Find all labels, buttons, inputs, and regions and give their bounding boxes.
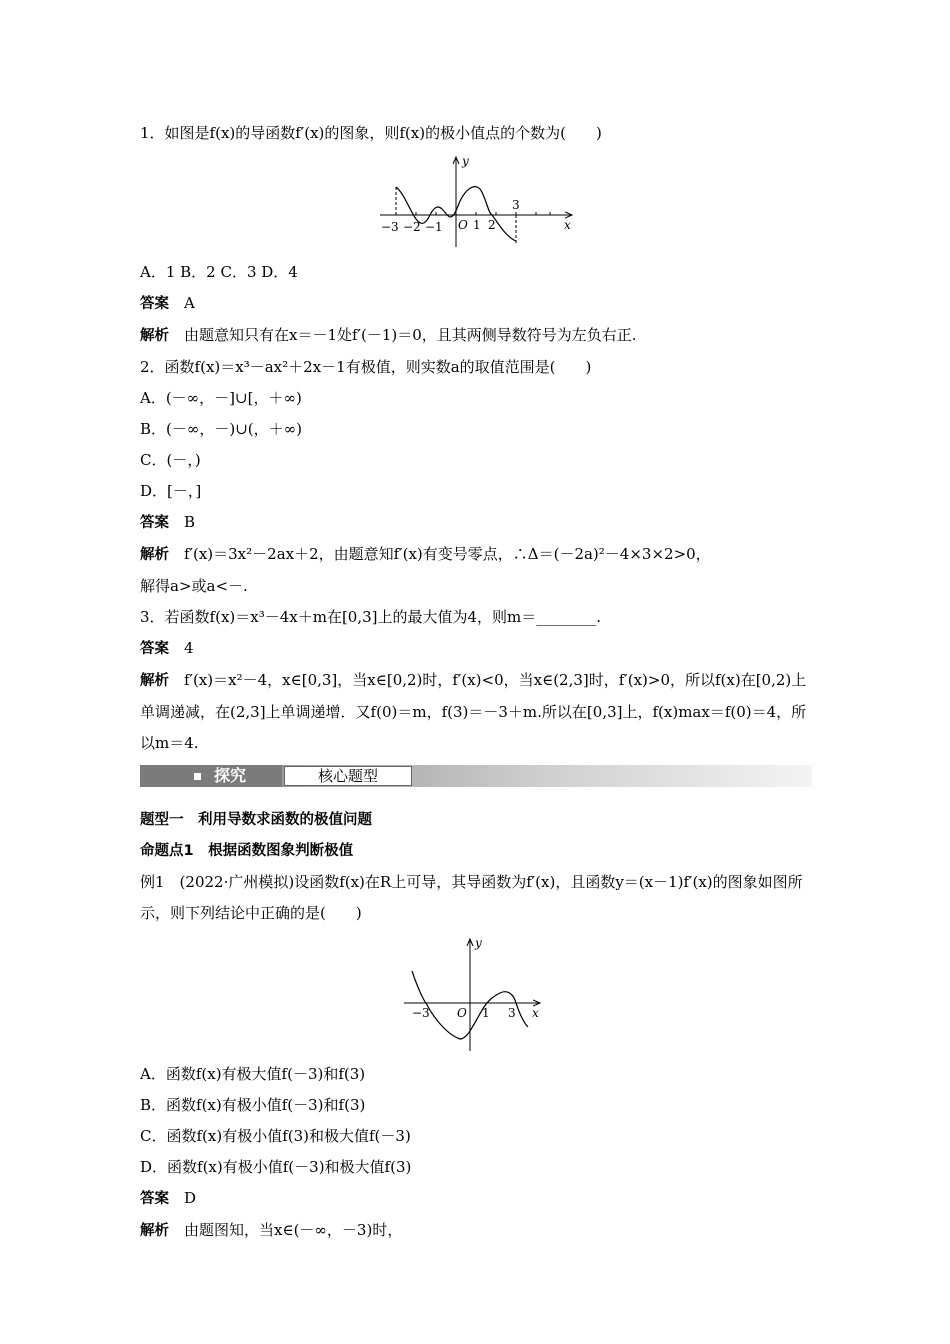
ex1-answer-label: 答案 [140,1191,169,1207]
ex1-stem: 例1 (2022·广州模拟)设函数f(x)在R上可导，其导函数为f′(x)，且函数y＝(x－1)f′(x)的图象如图所示，则下列结论中正确的是( ) [140,873,803,922]
q1-stem: 1．如图是f(x)的导函数f′(x)的图象，则f(x)的极小值点的个数为( ) [140,124,602,142]
q1-label-origin: O [458,218,468,232]
banner-right-label: 核心题型 [284,766,412,786]
q1-analysis-label: 解析 [140,328,169,344]
ex1-option-d: D．函数f(x)有极小值f(－3)和极大值f(3) [140,1158,412,1176]
ex1-graph-svg [404,935,544,1053]
q1-graph-svg [378,153,578,251]
q2-answer-label: 答案 [140,515,169,531]
q3-answer: 4 [184,639,194,657]
q1-label-neg1: −1 [425,220,443,234]
q2-option-c: C．(－，) [140,451,201,469]
ex1-option-b: B．函数f(x)有极小值f(－3)和f(3) [140,1096,366,1114]
q1-label-2: 2 [488,218,496,232]
square-bullet-icon [194,773,201,780]
q1-label-1: 1 [473,218,481,232]
q1-label-y: y [462,154,469,168]
q1-label-neg3: −3 [381,220,399,234]
q1-label-neg2: −2 [403,220,421,234]
q1-answer: A [184,294,195,312]
q3-analysis-label: 解析 [140,673,169,689]
q2-option-d: D．[－，] [140,482,202,500]
q3-answer-label: 答案 [140,641,169,657]
q3-stem: 3．若函数f(x)＝x³－4x＋m在[0,3]上的最大值为4，则m＝________. [140,608,602,626]
page-content [140,118,812,1247]
ex1-option-a: A．函数f(x)有极大值f(－3)和f(3) [140,1065,366,1083]
ex1-label-1: 1 [482,1006,490,1020]
q2-option-a: A．(－∞，－]∪[，＋∞) [140,389,302,407]
ex1-label-y: y [475,936,482,950]
point-title: 命题点1 根据函数图象判断极值 [140,843,354,859]
q1-options: A．1 B．2 C．3 D．4 [140,263,298,281]
q2-analysis-2: 解得a>或a<－. [140,577,248,595]
ex1-label-x: x [532,1006,539,1020]
q1-label-3: 3 [512,198,520,212]
q2-stem: 2．函数f(x)＝x³－ax²＋2x－1有极值，则实数a的取值范围是( ) [140,358,592,376]
ex1-analysis: 由题图知，当x∈(－∞，－3)时， [184,1221,403,1239]
section-banner [140,765,812,789]
ex1-label-3: 3 [508,1006,516,1020]
q1-label-x: x [564,218,571,232]
ex1-label-neg3: −3 [412,1006,430,1020]
q1-answer-label: 答案 [140,296,169,312]
q2-analysis-label: 解析 [140,547,169,563]
q2-analysis-1: f′(x)＝3x²－2ax＋2，由题意知f′(x)有变号零点，∴Δ＝(－2a)²－4×3×2>0， [184,545,711,563]
ex1-label-origin: O [457,1006,467,1020]
ex1-analysis-label: 解析 [140,1223,169,1239]
ex1-answer: D [184,1189,197,1207]
ex1-option-c: C．函数f(x)有极小值f(3)和极大值f(－3) [140,1127,411,1145]
q2-option-b: B．(－∞，－)∪(，＋∞) [140,420,302,438]
q1-derivative-graph [378,153,578,251]
banner-left-label: 探究 [214,766,247,785]
q2-answer: B [184,513,196,531]
q1-analysis: 由题意知只有在x＝－1处f′(－1)＝0，且其两侧导数符号为左负右正. [184,326,637,344]
ex1-graph [404,935,544,1053]
q3-analysis: f′(x)＝x²－4，x∈[0,3]，当x∈[0,2)时，f′(x)<0，当x∈(2,3]时，f′(x)>0，所以f(x)在[0,2)上单调递减，在(2,3]上单调递增．又f(0)＝m，f(3)＝－3＋m.所以在[0,3]上，f(x)max＝f(0)＝4，所以m＝4. [140,671,807,752]
type-title: 题型一 利用导数求函数的极值问题 [140,812,372,828]
